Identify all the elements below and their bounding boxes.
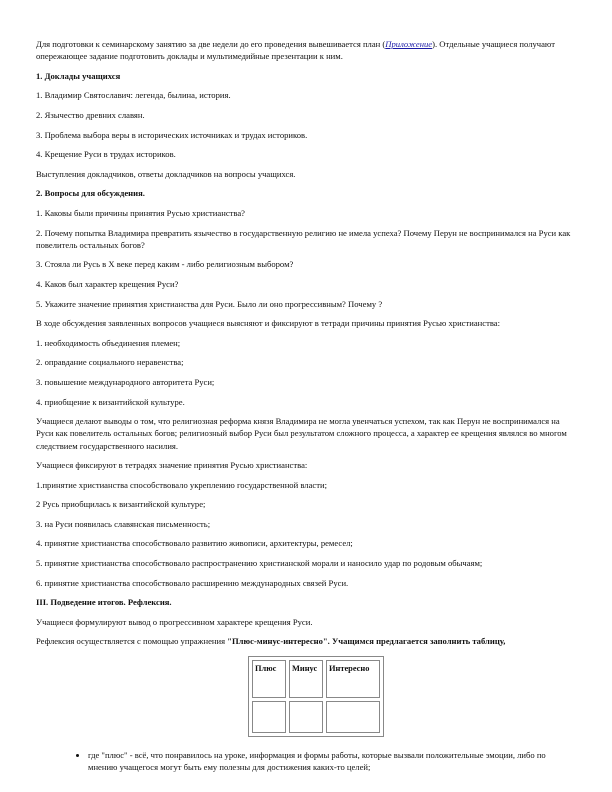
bullet-list [36,749,576,773]
table-header-interesting: Интересно [326,660,380,698]
appendix-link[interactable]: Приложение [385,39,433,49]
section3-heading: III. Подведение итогов. Рефлексия. [36,597,172,608]
document-content [36,38,576,773]
report-item: 1. Владимир Святославич: легенда, былина, история. [36,90,231,101]
table-header-minus: Минус [289,660,323,698]
question-item: 2. Почему попытка Владимира превратить язычество в государственную религию не имела успеха? Почему Перун не воспринимался на Руси как повелитель остальных богов? [36,227,571,250]
question-item: 4. Каков был характер крещения Руси? [36,278,179,289]
significance-item: 5. принятие христианства способствовало распространению христианской морали и наносило удар по родовым обычаям; [36,558,483,569]
table-cell [326,701,380,733]
discussion-paragraph: В ходе обсуждения заявленных вопросов учащиеся выясняют и фиксируют в тетради причины принятия Русью христианства: [36,318,500,329]
section1-heading: 1. Доклады учащихся [36,70,121,81]
significance-item: 3. на Руси появилась славянская письменность; [36,518,211,529]
section1-note: Выступления докладчиков, ответы докладчиков на вопросы учащихся. [36,168,296,179]
reason-item: 4. приобщение к византийской культуре. [36,396,185,407]
reason-item: 2. оправдание социального неравенства; [36,357,184,368]
section3-text: Учащиеся формулируют вывод о прогрессивном характере крещения Руси. [36,616,313,627]
question-item: 5. Укажите значение принятия христианства для Руси. Было ли оно прогрессивным? Почему ? [36,298,383,309]
conclusion-paragraph: Учащиеся делают выводы о том, что религиозная реформа князя Владимира не могла увенчаться успехом, так как Перун не воспринимался на Руси как повелитель остальных богов; религиозный выбор Руси был результатом сложного процесса, а характер ее крещения являлся во многом следствием государственного насилия. [36,416,567,451]
section2-heading: 2. Вопросы для обсуждения. [36,188,145,199]
report-item: 3. Проблема выбора веры в исторических источниках и трудах историков. [36,129,308,140]
report-item: 4. Крещение Руси в трудах историков. [36,149,176,160]
significance-item: 6. принятие христианства способствовало расширению международных связей Руси. [36,577,349,588]
table-header-plus: Плюс [252,660,286,698]
report-item: 2. Язычество древних славян. [36,109,145,120]
significance-item: 4. принятие христианства способствовало развитию живописи, архитектуры, ремесел; [36,538,353,549]
intro-paragraph: Для подготовки к семинарскому занятию за две недели до его проведения вывешивается план (Приложение). Отдельные учащиеся получают опережающее задание подготовить доклады и мультимедийные презентации к ним. [36,39,555,62]
significance-item: 1.принятие христианства способствовало укреплению государственной власти; [36,479,327,490]
significance-item: 2 Русь приобщилась к византийской культуре; [36,499,206,510]
list-item: • где "плюс" - всё, что понравилось на уроке, информация и формы работы, которые вызвали положительные эмоции, либо по мнению учащегося могут быть ему полезны для достижения каких-то целей; [88,749,576,773]
reason-item: 1. необходимость объединения племен; [36,337,181,348]
plus-minus-interesting-table [248,656,384,737]
reason-item: 3. повышение международного авторитета Руси; [36,376,215,387]
question-item: 3. Стояла ли Русь в X веке перед каким - либо религиозным выбором? [36,259,294,270]
table-cell [252,701,286,733]
reflection-paragraph: Рефлексия осуществляется с помощью упражнения "Плюс-минус-интересно". Учащимся предлагается заполнить таблицу, [36,636,506,647]
significance-intro: Учащиеся фиксируют в тетрадях значение принятия Русью христианства: [36,460,308,471]
question-item: 1. Каковы были причины принятия Русью христианства? [36,207,245,218]
table-cell [289,701,323,733]
